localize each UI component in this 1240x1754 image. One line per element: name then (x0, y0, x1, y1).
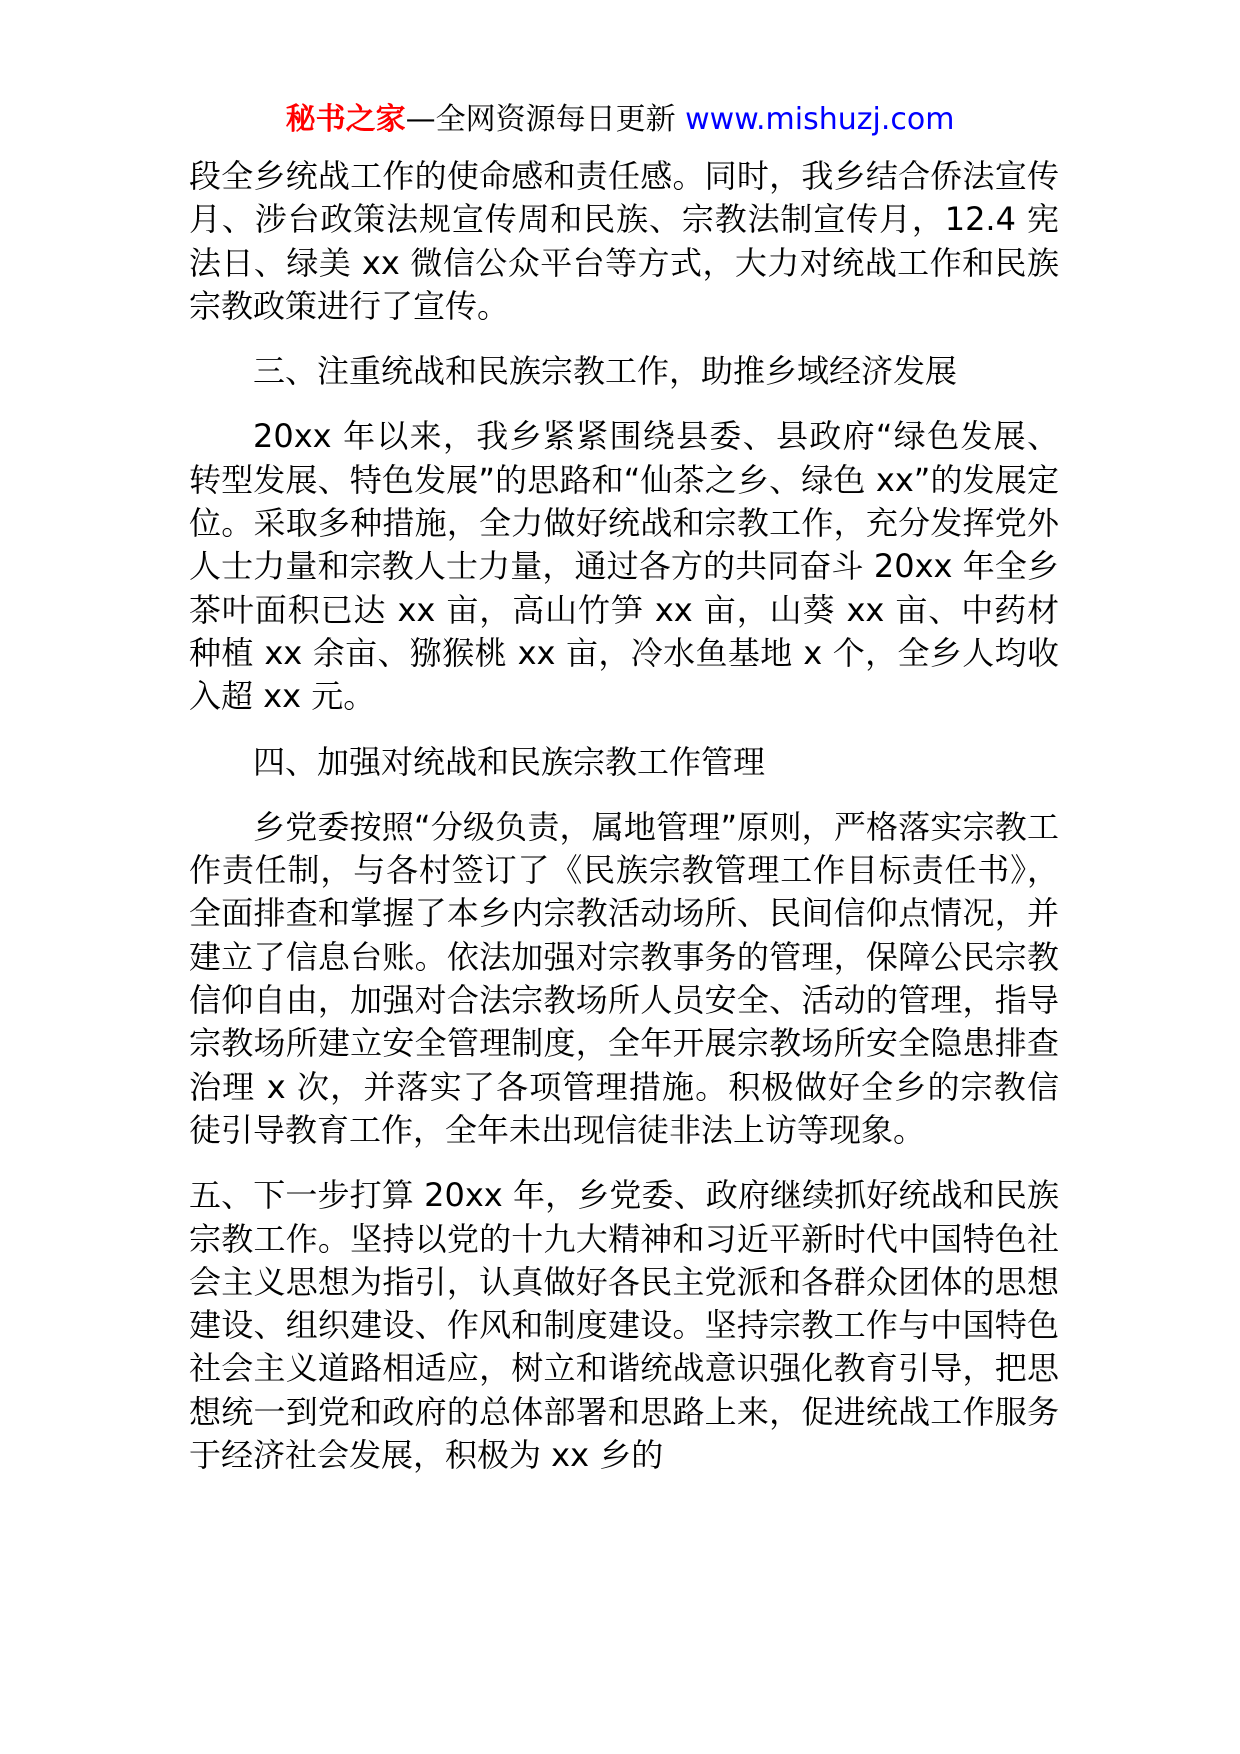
page-header (0, 100, 1240, 140)
section-heading-3: 三、注重统战和民族宗教工作，助推乡域经济发展 (253, 352, 958, 391)
brand-name: 秘书之家 (285, 102, 406, 137)
document-body (189, 155, 1059, 1499)
paragraph-economy: 20xx 年以来，我乡紧紧围绕县委、县政府“绿色发展、转型发展、特色发展”的思路和“仙茶之乡、绿色 xx”的发展定位。采取多种措施，全力做好统战和宗教工作，充分发挥党外人士力量和宗教人士力量，通过各方的共同奋斗 20xx 年全乡茶叶面积已达 xx 亩，高山竹笋 xx 亩，山葵 xx 亩、中药材种植 xx 余亩、猕猴桃 xx 亩，冷水鱼基地 x 个，全乡人均收入超 xx 元。 (189, 417, 1059, 716)
header-slogan: —全网资源每日更新 (405, 102, 676, 137)
paragraph-continued: 段全乡统战工作的使命感和责任感。同时，我乡结合侨法宣传月、涉台政策法规宣传周和民族、宗教法制宣传月，12.4 宪法日、绿美 xx 微信公众平台等方式，大力对统战工作和民族宗教政策进行了宣传。 (189, 157, 1059, 325)
paragraph-next-steps: 五、下一步打算 20xx 年，乡党委、政府继续抓好统战和民族宗教工作。坚持以党的十九大精神和习近平新时代中国特色社会主义思想为指引，认真做好各民主党派和各群众团体的思想建设、组织建设、作风和制度建设。坚持宗教工作与中国特色社会主义道路相适应，树立和谐统战意识强化教育引导，把思想统一到党和政府的总体部署和思路上来，促进统战工作服务于经济社会发展，积极为 xx 乡的 (189, 1176, 1059, 1475)
paragraph-management: 乡党委按照“分级负责，属地管理”原则，严格落实宗教工作责任制，与各村签订了《民族宗教管理工作目标责任书》，全面排查和掌握了本乡内宗教活动场所、民间信仰点情况，并建立了信息台账。依法加强对宗教事务的管理，保障公民宗教信仰自由，加强对合法宗教场所人员安全、活动的管理，指导宗教场所建立安全管理制度，全年开展宗教场所安全隐患排查治理 x 次，并落实了各项管理措施。积极做好全乡的宗教信徒引导教育工作，全年未出现信徒非法上访等现象。 (189, 807, 1059, 1149)
site-link[interactable]: www.mishuzj.com (685, 102, 955, 137)
section-heading-4: 四、加强对统战和民族宗教工作管理 (253, 742, 766, 781)
